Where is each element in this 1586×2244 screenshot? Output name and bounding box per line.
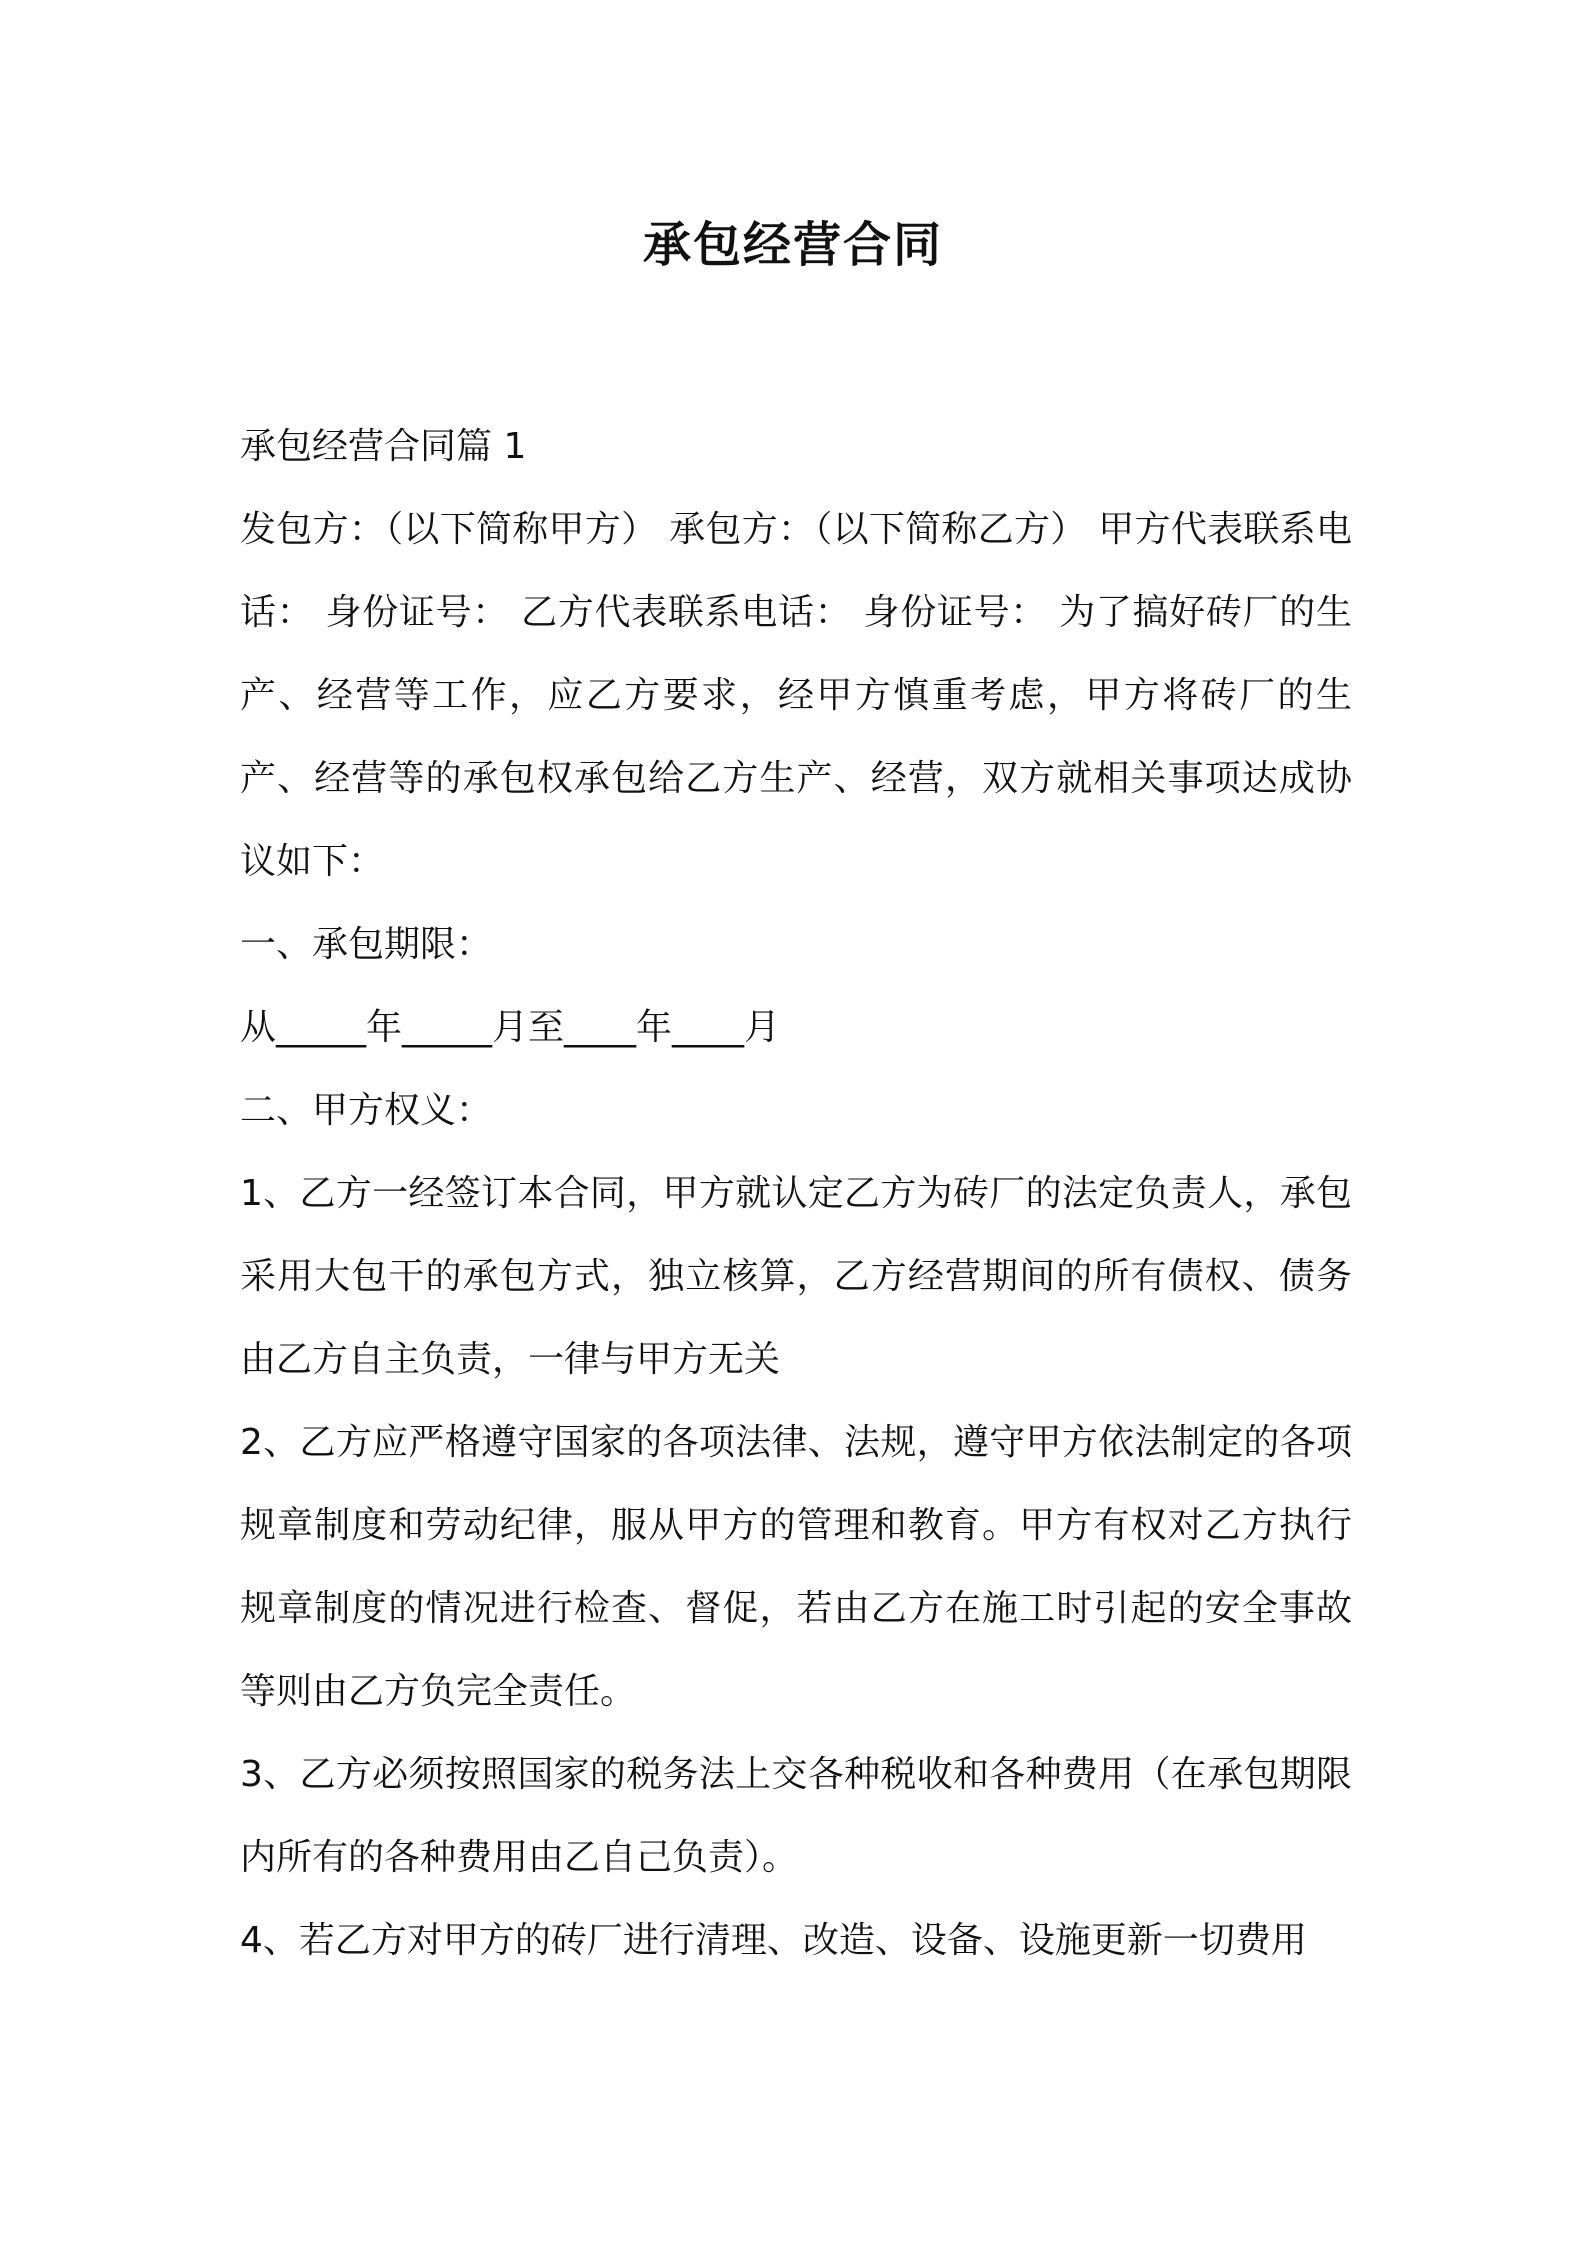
clause-item-3: 3、乙方必须按照国家的税务法上交各种税收和各种费用（在承包期限内所有的各种费用由乙自己负责）。 <box>240 1754 1352 1878</box>
clause-item-2: 2、乙方应严格遵守国家的各项法律、法规，遵守甲方依法制定的各项规章制度和劳动纪律，服从甲方的管理和教育。甲方有权对乙方执行规章制度的情况进行检查、督促，若由乙方在施工时引起的安全事故等则由乙方负完全责任。 <box>240 1422 1352 1712</box>
parties-paragraph: 发包方：（以下简称甲方） 承包方：（以下简称乙方） 甲方代表联系电话： 身份证号： 乙方代表联系电话： 身份证号： 为了搞好砖厂的生产、经营等工作，应乙方要求，经甲方慎重考虑，甲方将砖厂的生产、经营等的承包权承包给乙方生产、经营，双方就相关事项达成协议如下： <box>240 509 1352 882</box>
document-body <box>240 405 1352 1982</box>
clause-item-1: 1、乙方一经签订本合同，甲方就认定乙方为砖厂的法定负责人，承包采用大包干的承包方式，独立核算，乙方经营期间的所有债权、债务由乙方自主负责，一律与甲方无关 <box>240 1173 1352 1380</box>
clause-item-4: 4、若乙方对甲方的砖厂进行清理、改造、设备、设施更新一切费用 <box>240 1920 1307 1961</box>
term-period-line: 从_____年_____月至____年____月 <box>240 1007 781 1048</box>
section-heading: 承包经营合同篇 1 <box>240 426 527 467</box>
document-title: 承包经营合同 <box>642 217 943 273</box>
clause-heading-term: 一、承包期限： <box>240 924 493 965</box>
clause-heading-rights: 二、甲方权义： <box>240 1090 493 1131</box>
